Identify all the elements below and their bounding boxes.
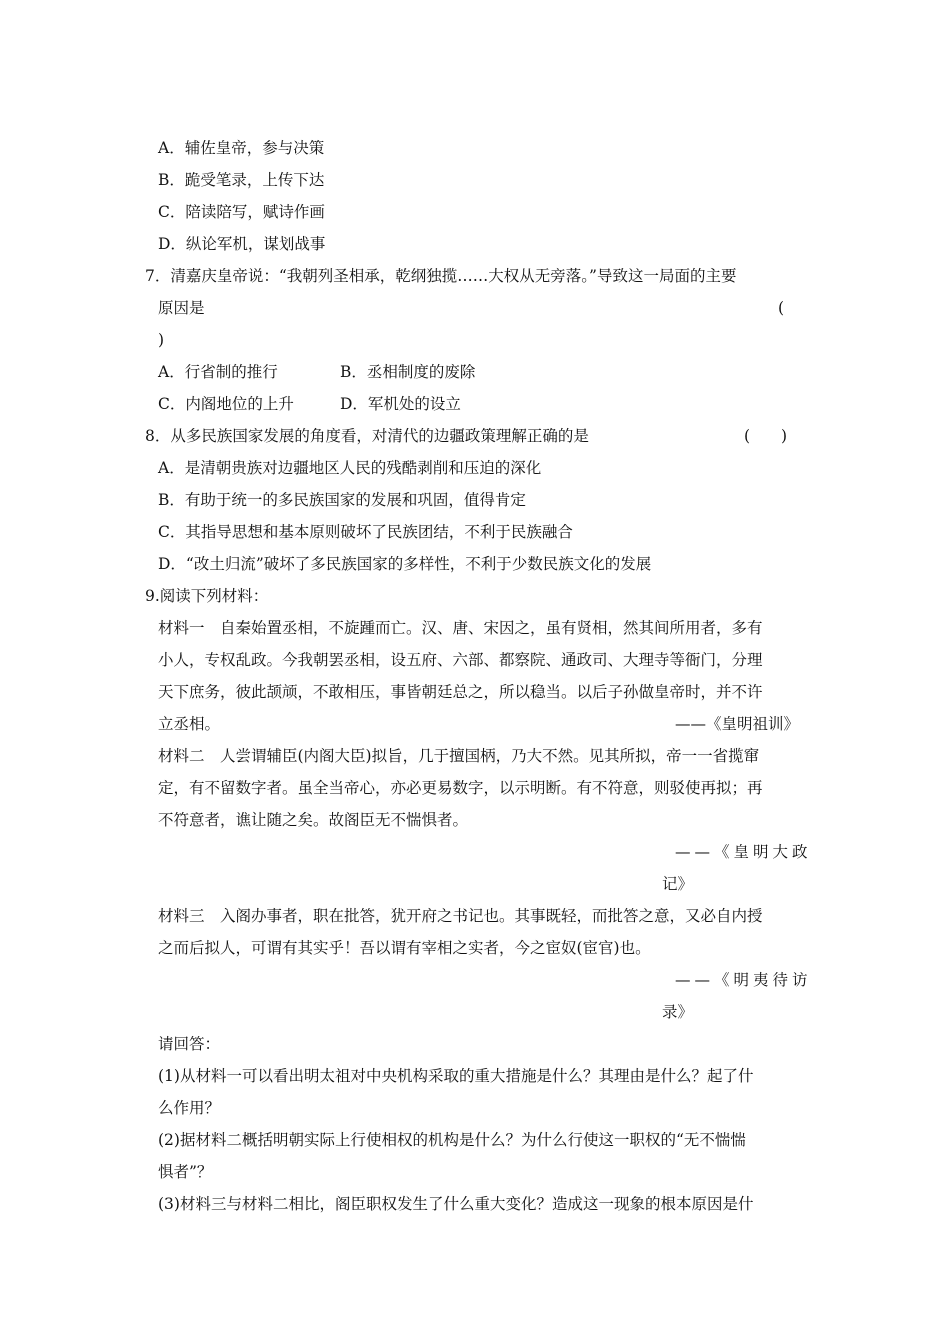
q9-material3-source-line1: ——《明夷待访 [675,971,812,989]
q8-option-b: B．有助于统一的多民族国家的发展和巩固，值得肯定 [158,491,526,509]
q7-option-b: B．丞相制度的废除 [340,363,476,381]
q9-sub3-line1: (3)材料三与材料二相比，阁臣职权发生了什么重大变化？造成这一现象的根本原因是什 [158,1195,754,1213]
q9-material2-line3: 不符意者，谯让随之矣。故阁臣无不惴惧者。 [158,811,469,829]
q6-option-d: D．纵论军机，谋划战事 [158,235,326,253]
q9-material1-line3: 天下庶务，彼此颉颃，不敢相压，事皆朝廷总之，所以稳当。以后子孙做皇帝时，并不许 [158,683,763,701]
q9-material1-line1: 材料一 自秦始置丞相，不旋踵而亡。汉、唐、宋因之，虽有贤相，然其间所用者，多有 [158,619,763,637]
q9-material1-line4: 立丞相。 [158,715,221,733]
q9-material3-source-line2: 录》 [662,1003,694,1021]
q6-option-a: A．辅佐皇帝，参与决策 [158,139,325,157]
q7-paren-open: ( [778,299,785,317]
q9-sub2-line1: (2)据材料二概括明朝实际上行使相权的机构是什么？为什么行使这一职权的“无不惴惴 [158,1131,746,1149]
q9-material2-source-line2: 记》 [662,875,694,893]
q7-option-c: C．内阁地位的上升 [158,395,294,413]
q8-option-d: D．“改土归流”破坏了多民族国家的多样性，不利于少数民族文化的发展 [158,555,652,573]
q7-stem-line2: 原因是 [158,299,205,317]
q9-sub2-line2: 惧者”？ [158,1163,213,1181]
q7-option-d: D．军机处的设立 [340,395,461,413]
q9-sub1-line2: 么作用？ [158,1099,221,1117]
q9-sub1-line1: (1)从材料一可以看出明太祖对中央机构采取的重大措施是什么？其理由是什么？起了什 [158,1067,754,1085]
q9-material2-source-line1: ——《皇明大政 [675,843,812,861]
q7-option-a: A．行省制的推行 [158,363,278,381]
q6-option-c: C．陪读陪写，赋诗作画 [158,203,325,221]
q7-paren-close: ) [158,331,165,349]
q9-material3-line1: 材料三 入阁办事者，职在批答，犹开府之书记也。其事既轻，而批答之意，又必自内授 [158,907,763,925]
q6-option-b: B．跪受笔录，上传下达 [158,171,325,189]
q9-ask: 请回答： [158,1035,221,1053]
q7-stem-line1: 7．清嘉庆皇帝说：“我朝列圣相承，乾纲独揽……大权从无旁落。”导致这一局面的主要 [145,267,737,285]
q9-material1-source: ——《皇明祖训》 [675,715,800,733]
q9-material3-line2: 之而后拟人，可谓有其实乎！吾以谓有宰相之实者，今之宦奴(宦官)也。 [158,939,651,957]
q9-material2-line2: 定，有不留数字者。虽全当帝心，亦必更易数字，以示明断。有不符意，则驳使再拟；再 [158,779,763,797]
q9-material1-line2: 小人，专权乱政。今我朝罢丞相，设五府、六部、都察院、通政司、大理寺等衙门，分理 [158,651,763,669]
q8-option-a: A．是清朝贵族对边疆地区人民的残酷剥削和压迫的深化 [158,459,542,477]
q9-material2-line1: 材料二 人尝谓辅臣(内阁大臣)拟旨，几于擅国柄，乃大不然。见其所拟，帝一一省揽窜 [158,747,760,765]
q8-option-c: C．其指导思想和基本原则破坏了民族团结，不利于民族融合 [158,523,573,541]
q8-stem: 8．从多民族国家发展的角度看，对清代的边疆政策理解正确的是 [145,427,589,445]
q9-intro: 9.阅读下列材料： [145,587,269,605]
q8-paren: ( ) [744,427,788,445]
